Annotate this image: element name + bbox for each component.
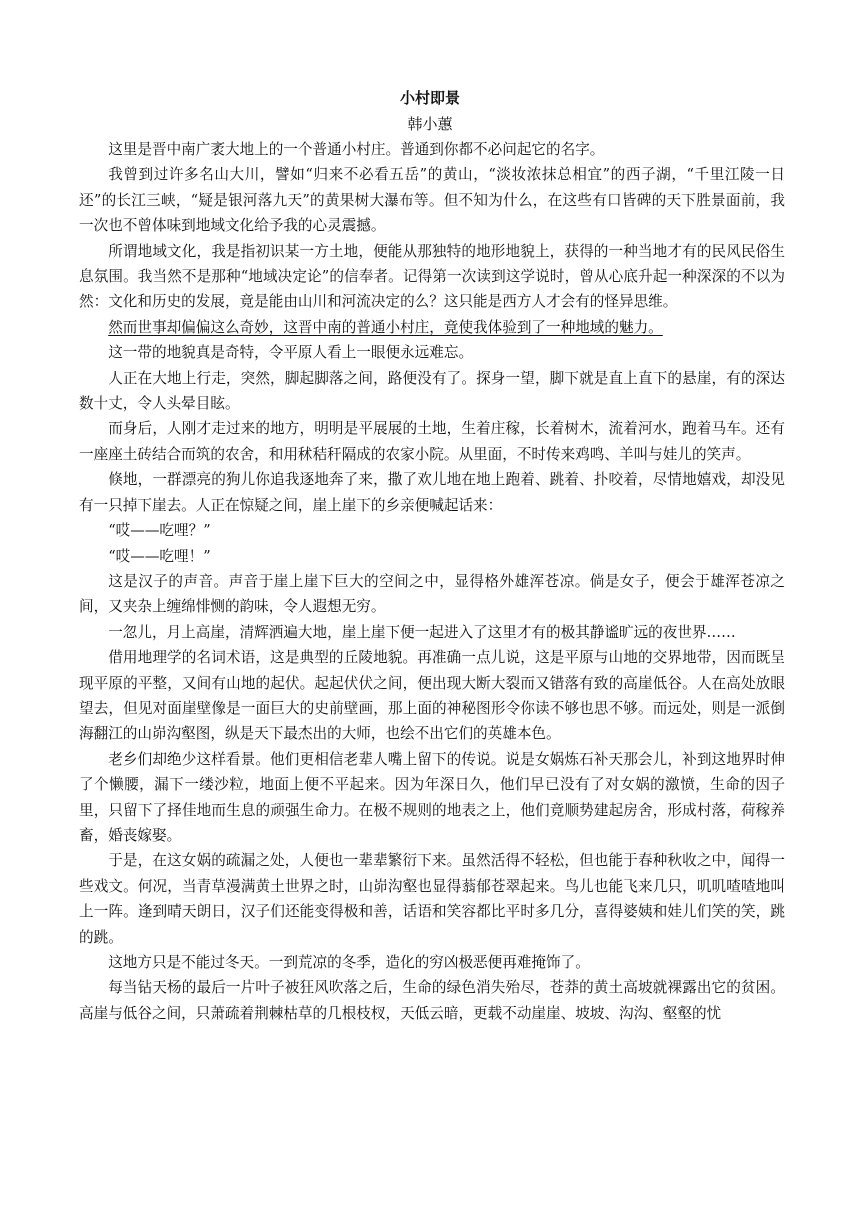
paragraph: 这地方只是不能过冬天。一到荒凉的冬季，造化的穷凶极恶便再难掩饰了。 <box>108 954 590 971</box>
paragraph: 一忽儿，月上高崖，清辉洒遍大地，崖上崖下便一起进入了这里才有的极其静谧旷远的夜世界…… <box>108 623 736 641</box>
paragraph: 每当钻天杨的最后一片叶子被狂风吹落之后，生命的绿色消失殆尽，苍莽的黄土高坡就裸露出它的贫困。高崖与低谷之间，只萧疏着荆棘枯草的几根枝杈，天低云暗，更载不动崖崖、坡坡、沟沟、壑壑的忧 <box>79 979 785 1022</box>
paragraph: 这里是晋中南广袤大地上的一个普通小村庄。普通到你都不必问起它的名字。 <box>108 141 605 158</box>
paragraph: 借用地理学的名词术语，这是典型的丘陵地貌。再准确一点儿说，这是平原与山地的交界地带，因而既呈现平原的平整，又间有山地的起伏。起起伏伏之间，便出现大断大裂而又错落有致的高崖低谷。人在高处放眼望去，但见对面崖壁像是一面巨大的史前壁画，那上面的神秘图形令你读不够也思不够。而远处，则是一派倒海翻江的山峁沟壑图，纵是天下最杰出的大师，也绘不出它们的英雄本色。 <box>79 649 785 743</box>
dialogue-line: “哎——吃哩！” <box>108 547 211 565</box>
paragraph: 我曾到过许多名山大川，譬如“归来不必看五岳”的黄山，“淡妆浓抹总相宜”的西子湖，“千里江陵一日还”的长江三峡，“疑是银河落九天”的黄果树大瀑布等。但不知为什么，在这些有口皆碑的天下胜景面前，我一次也不曾体味到地域文化给予我的心灵震撼。 <box>79 166 785 235</box>
paragraph: 这是汉子的声音。声音于崖上崖下巨大的空间之中，显得格外雄浑苍凉。倘是女子，便会于雄浑苍凉之间，又夹杂上缠绵悱恻的韵味，令人遐想无穷。 <box>79 572 785 616</box>
paragraph: 于是，在这女娲的疏漏之处，人便也一辈辈繁衍下来。虽然活得不轻松，但也能于春种秋收之中，闻得一些戏文。何况，当青草漫满黄土世界之时，山峁沟壑也显得蓊郁苍翠起来。鸟儿也能飞来几只，叽叽喳喳地叫上一阵。逢到晴天朗日，汉子们还能变得极和善，话语和笑容都比平时多几分，喜得婆姨和娃儿们笑的笑，跳的跳。 <box>79 852 785 946</box>
paragraph: 而身后，人刚才走过来的地方，明明是平展展的土地，生着庄稼，长着树木，流着河水，跑着马车。还有一座座土砖结合而筑的农舍，和用秫秸秆隔成的农家小院。从里面，不时传来鸡鸣、羊叫与娃儿的笑声。 <box>79 420 785 463</box>
paragraph: 所谓地域文化，我是指初识某一方土地，便能从那独特的地形地貌上，获得的一种当地才有的民风民俗生息氛围。我当然不是那种“地域决定论”的信奉者。记得第一次读到这学说时，曾从心底升起一种深深的不以为然：文化和历史的发展，竟是能由山川和河流决定的么？这只能是西方人才会有的怪异思维。 <box>79 242 785 311</box>
article-author: 韩小蕙 <box>407 115 453 133</box>
paragraph: 倏地，一群漂亮的狗儿你追我逐地奔了来，撒了欢儿地在地上跑着、跳着、扑咬着，尽情地嬉戏，却没见有一只掉下崖去。人正在惊疑之间，崖上崖下的乡亲便喊起话来： <box>79 471 785 514</box>
article-title: 小村即景 <box>399 89 460 107</box>
article-body <box>79 137 785 1026</box>
paragraph: 老乡们却绝少这样看景。他们更相信老辈人嘴上留下的传说。说是女娲炼石补天那会儿，补到这地界时伸了个懒腰，漏下一缕沙粒，地面上便不平起来。因为年深日久，他们早已没有了对女娲的激愤，生命的因子里，只留下了择佳地而生息的顽强生命力。在极不规则的地表之上，他们竟顺势建起房舍，形成村落，荷稼养畜，婚丧嫁娶。 <box>79 750 785 844</box>
paragraph: 这一带的地貌真是奇特，令平原人看上一眼便永远难忘。 <box>108 344 474 362</box>
dialogue-line: “哎——吃哩？” <box>108 522 211 540</box>
underlined-sentence: 然而世事却偏偏这么奇妙，这晋中南的普通小村庄，竟使我体验到了一种地域的魅力。 <box>108 318 663 336</box>
paragraph: 人正在大地上行走，突然，脚起脚落之间，路便没有了。探身一望，脚下就是直上直下的悬崖，有的深达数十丈，令人头晕目眩。 <box>79 369 785 413</box>
paragraph-underlined <box>79 315 785 340</box>
